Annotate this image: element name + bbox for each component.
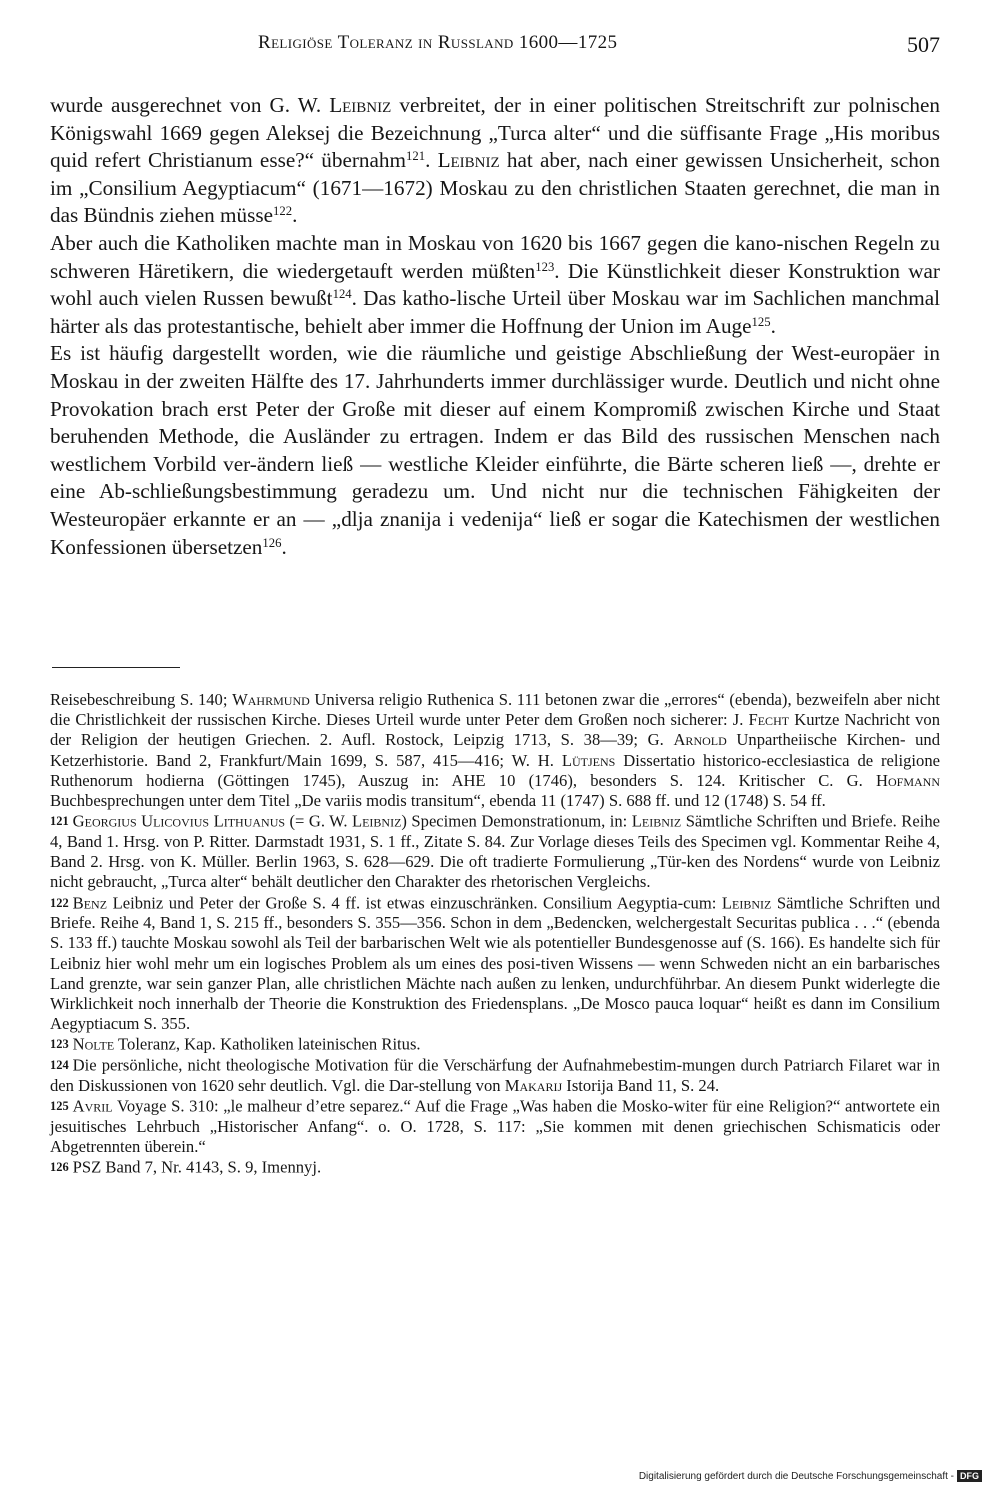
text-run: Unpartheiische Kirchen- und Ketzerhistorie. Band 2, Frankfurt/Main 1699, S. 587, 415—416; W. H. [50,730,940,770]
author-name: Makarij [504,1075,563,1095]
footnote-121 [50,811,940,892]
text-run: Voyage S. 310: „le malheur d’etre separez.“ Auf die Frage „Was haben die Mosko-witer für eine Religion?“ antwortete ein jesuitisches Lehrbuch „Historischer Anfang“. o. O. 1728, S. 117: „Sie kommen mit denen griechischen Schismaticis oder Abgetrennten überein.“ [50,1096,940,1156]
footnote-continuation [50,690,940,811]
author-name: Nolte [72,1034,115,1054]
main-text [50,92,940,561]
text-run: . Die Künstlichkeit dieser Konstruktion war wohl auch vielen Russen bewußt [50,258,940,311]
footnotes [50,690,940,1178]
paragraph-2 [50,230,940,340]
author-name: Leibniz [721,893,772,912]
running-header [60,32,940,64]
footnote-number: 123 [50,1037,69,1052]
paragraph-1 [50,92,940,230]
footnote-number: 124 [50,1058,69,1073]
text-run: Sämtliche Schriften und Briefe. Reihe 4, Band 1. Hrsg. von P. Ritter. Darmstadt 1931, S. 1 ff., Zitate S. 84. Zur Vorlage dieses Teils des Specimen vgl. Kommentar Reihe 4, Band 2. Hrsg. von K. Müller. Berlin 1963, S. 628—629. Die oft tradierte Formulierung „Tür-ken des Nordens“ wurde von Leibniz nicht gebraucht, „Turca alter“ behält deutlicher den Charakter des rhetorischen Vergleichs. [50,811,940,892]
footnote-122 [50,893,940,1035]
text-run: . [281,534,287,559]
author-name: Arnold [673,730,727,750]
paragraph-3 [50,340,940,561]
author-name: Lütjens [561,750,616,770]
footnote-125 [50,1096,940,1157]
text-run: PSZ Band 7, Nr. 4143, S. 9, Imennyj. [72,1157,322,1177]
footnote-123 [50,1034,940,1055]
text-run: Dissertatio historico-ecclesiastica de religione Ruthenorum hodierna (Göttingen 1745), Auszug in: AHE 10 (1746), besonders S. 124. Kritischer C. G. [50,750,940,790]
author-name: Hofmann [876,770,940,790]
text-run: Istorija Band 11, S. 24. [562,1075,720,1095]
text-run: Die persönliche, nicht theologische Motivation für die Verschärfung der Aufnahmebestim-mungen durch Patriarch Filaret war in den Diskussionen von 1620 sehr deutlich. Vgl. die Dar-stellung von [50,1055,940,1095]
footnote-number: 125 [50,1099,69,1113]
credit-text: Digitalisierung gefördert durch die Deutsche Forschungsgemeinschaft - [638,1471,954,1482]
author-name: Georgius Ulicovius Lithuanus [72,811,286,831]
author-name: Leibniz [631,811,682,831]
footnote-number: 121 [50,814,69,829]
text-run: Leibniz und Peter der Große S. 4 ff. ist etwas einzuschränken. Consilium Aegyptia-cum: [107,893,722,912]
author-name: Fecht [748,710,790,730]
footnote-124 [50,1055,940,1096]
text-run: (= G. W. [285,811,352,831]
text-run: . [425,148,438,173]
author-name: Leibniz [437,148,500,173]
footnote-126 [50,1157,940,1178]
page-number: 507 [907,32,940,57]
text-run: . [292,203,298,228]
author-name: Leibniz [351,811,402,831]
footnote-ref: 121 [405,149,426,164]
text-run: verbreitet, der in einer politischen Streitschrift zur polnischen Königswahl 1669 gegen Aleksej die Bezeichnung „Turca alter“ und die süffisante Frage „His moribus quid refert Christianum esse?“ übernahm [50,93,940,173]
running-title: Religiöse Toleranz in Russland 1600—1725 [258,32,618,53]
footnote-ref: 126 [262,535,282,550]
author-name: Avril [72,1096,113,1116]
text-run: wurde ausgerechnet von G. W. [50,93,330,117]
author-name: Wahrmund [232,690,310,709]
dfg-logo: DFG [957,1470,982,1482]
author-name: Benz [72,893,108,912]
footnote-divider [52,667,180,668]
footnote-ref: 123 [535,259,555,274]
text-run: Kurtze Nachricht von der Religion der heutigen Griechen. 2. Aufl. Rostock, Leipzig 1713, S. 38—39; G. [50,710,940,750]
text-run: Sämtliche Schriften und Briefe. Reihe 4, Band 1, S. 215 ff., besonders S. 355—356. Schon in dem „Bedencken, welchergestalt Securitas publica . . .“ (ebenda S. 133 ff.) tauchte Moskau sowohl als Teil der barbarischen Welt wie als potentieller Bundesgenosse auf (S. 166). Es handelte sich für Leibniz hier wohl mehr um ein logisches Problem als um eines des posi-tiven Wissens — wenn Schweden nicht an ein barbarisches Land grenzte, war sein ganzer Plan, alle christlichen Mächte nach außen zu lenken, undurchführbar. An diesem Punkt widerlegte die Wirklichkeit noch innerhalb der Theorie die Konstruktion des Friedensplans. „De Mosco pauca loquar“ heißt es dann im Consilium Aegyptiacum S. 355. [50,893,940,1034]
text-run: hat aber, nach einer gewissen Unsicherheit, schon im „Consilium Aegyptiacum“ (1671—1672) Moskau zu den christlichen Staaten gerechnet, die man in das Bündnis ziehen müsse [50,148,940,228]
footnote-number: 122 [50,895,69,910]
text-run: Es ist häufig dargestellt worden, wie die räumliche und geistige Abschließung der West-europäer in Moskau in der zweiten Hälfte des 17. Jahrhunderts immer durchlässiger wurde. Deutlich und nicht ohne Provokation brach erst Peter der Große mit dieser auf einem Kompromiß zwischen Kirche und Staat beruhenden Methode, die Ausländer zu ertragen. Indem er das Bild des russischen Menschen nach westlichem Vorbild ver-ändern ließ — westliche Kleider einführte, die Bärte scheren ließ —, drehte er eine Ab-schließungsbestimmung geradezu um. Und nicht nur die technischen Fähigkeiten der Westeuropäer erkannte er an — „dlja znanija i vedenija“ ließ er sogar die Katechismen der westlichen Konfessionen übersetzen [50,341,940,559]
text-run: . [770,313,776,338]
text-run: ) Specimen Demonstrationum, in: [401,811,632,831]
footnote-number: 126 [50,1160,69,1175]
footnote-ref: 122 [273,204,293,219]
text-run: Aber auch die Katholiken machte man in Moskau von 1620 bis 1667 gegen die kano-nischen Regeln zu schweren Häretikern, die wiedergetauft werden müßten [50,230,940,283]
text-run: Universa religio Ruthenica S. 111 betonen zwar die „errores“ (ebenda), bezweifeln aber nicht die Christlichkeit der russischen Kirche. Dieses Urteil wurde unter Peter dem Großen noch sicherer: J. [50,690,940,730]
text-run: . Das katho-lische Urteil über Moskau war im Sachlichen manchmal härter als das protestantische, behielt aber immer die Hoffnung der Union im Auge [50,286,940,338]
text-run: Reisebeschreibung S. 140; [50,690,233,709]
footnote-ref: 125 [751,314,771,329]
text-run: Toleranz, Kap. Katholiken lateinischen Ritus. [114,1034,421,1054]
footnote-ref: 124 [332,287,352,302]
text-run: Buchbesprechungen unter dem Titel „De variis modis transitum“, ebenda 11 (1747) S. 688 ff. und 12 (1748) S. 54 ff. [50,791,826,811]
author-name: Leibniz [329,93,392,117]
digitization-credit [639,1470,982,1482]
